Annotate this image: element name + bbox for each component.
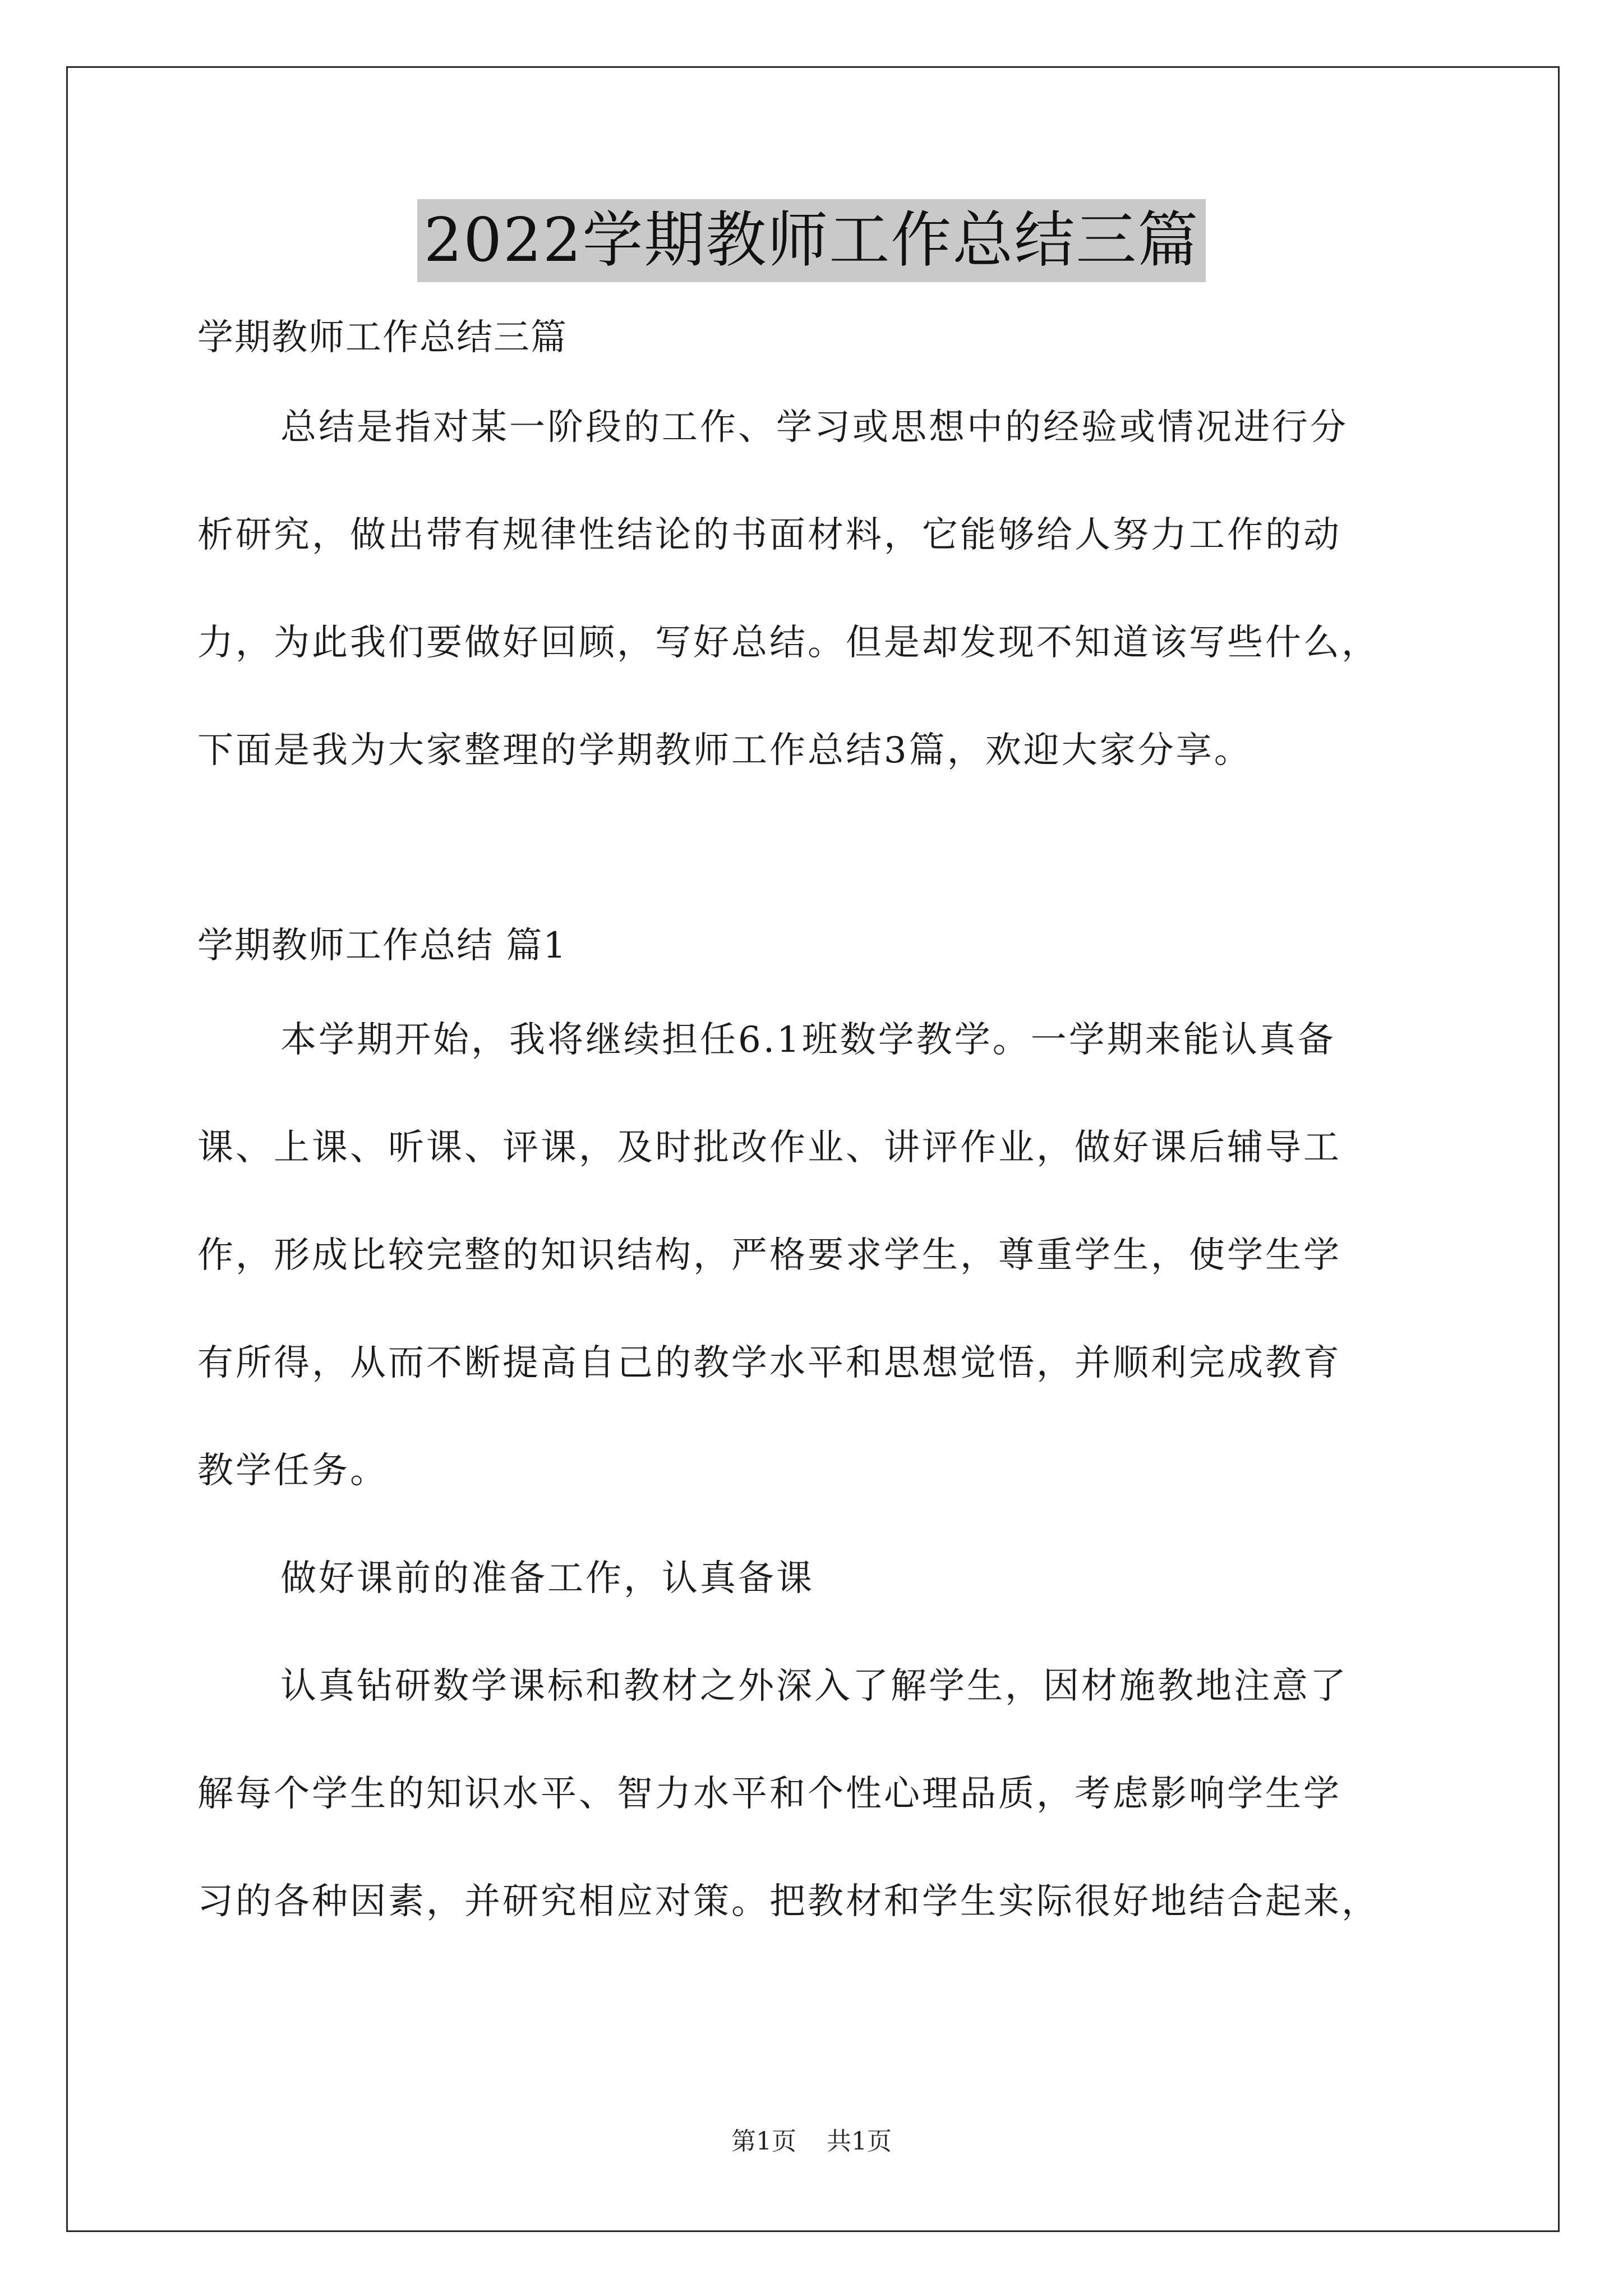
intro-paragraph: [197, 374, 1426, 804]
text-line: 析研究，做出带有规律性结论的书面材料，它能够给人努力工作的动: [197, 514, 1341, 556]
text-line: 力，为此我们要做好回顾，写好总结。但是却发现不知道该写些什么，: [197, 622, 1380, 664]
section1-subheading: 做好课前的准备工作，认真备课: [280, 1558, 814, 1599]
text-line: 作，形成比较完整的知识结构，严格要求学生，尊重学生，使学生学: [197, 1235, 1341, 1276]
text-line: 课、上课、听课、评课，及时批改作业、讲评作业，做好课后辅导工: [197, 1127, 1341, 1168]
section1-paragraph: [197, 986, 1426, 1525]
text-line: 习的各种因素，并研究相应对策。把教材和学生实际很好地结合起来，: [197, 1881, 1380, 1922]
document-title: 2022学期教师工作总结三篇: [417, 199, 1206, 282]
page-number: 第1页: [731, 2127, 796, 2156]
title-area: [0, 199, 1623, 282]
text-line: 下面是我为大家整理的学期教师工作总结3篇，欢迎大家分享。: [197, 730, 1252, 771]
text-line: 本学期开始，我将继续担任6.1班数学教学。一学期来能认真备: [280, 1019, 1336, 1061]
page-footer: [0, 2126, 1623, 2157]
section1-paragraph-2: [197, 1632, 1426, 1955]
document-subtitle: 学期教师工作总结三篇: [197, 317, 568, 358]
text-line: 教学任务。: [197, 1450, 388, 1492]
document-body: [197, 303, 1426, 1955]
text-line: 认真钻研数学课标和教材之外深入了解学生，因材施教地注意了: [280, 1665, 1348, 1707]
section-heading: 学期教师工作总结 篇1: [197, 925, 568, 967]
text-line: 解每个学生的知识水平、智力水平和个性心理品质，考虑影响学生学: [197, 1773, 1341, 1815]
page-total: 共1页: [827, 2127, 892, 2156]
text-line: 有所得，从而不断提高自己的教学水平和思想觉悟，并顺利完成教育: [197, 1342, 1341, 1384]
text-line: 总结是指对某一阶段的工作、学习或思想中的经验或情况进行分: [280, 407, 1348, 448]
